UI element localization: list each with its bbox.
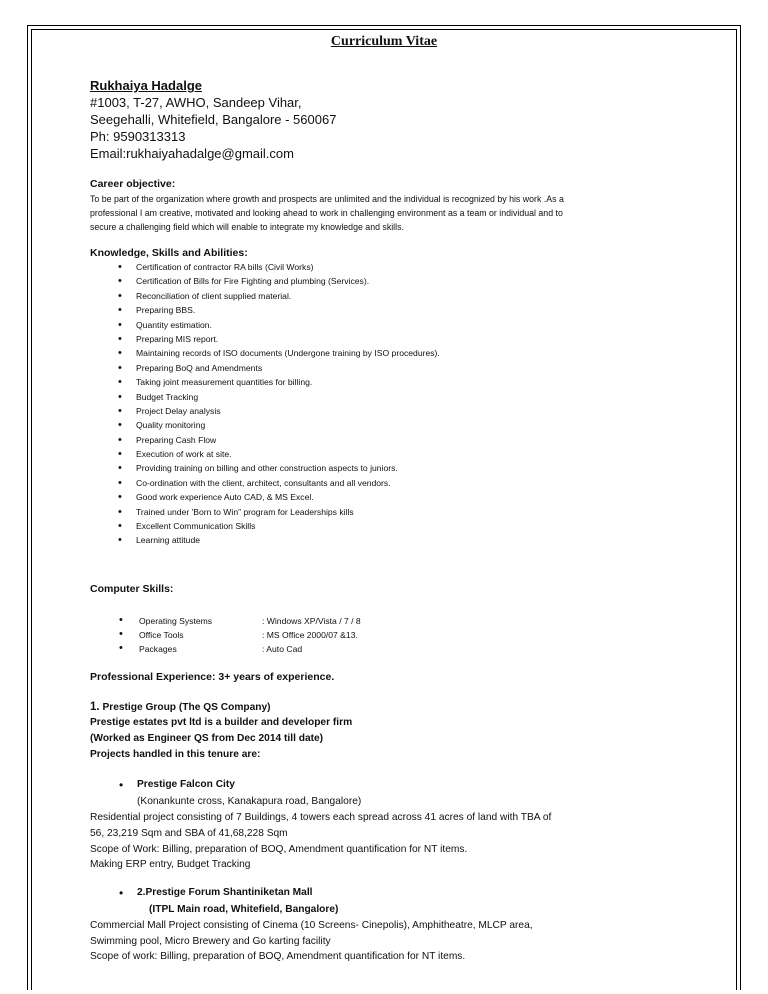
computer-skill-label: Packages xyxy=(139,644,177,654)
company-name: Prestige Group (The QS Company) xyxy=(102,702,271,713)
bullet-icon: • xyxy=(119,628,123,640)
list-item: • Trained under 'Born to Win” program for Leaderships kills xyxy=(118,505,440,519)
experience-heading: Professional Experience: 3+ years of experience. xyxy=(90,671,335,683)
project-2-name: 2.Prestige Forum Shantiniketan Mall xyxy=(137,887,313,898)
list-item: • Project Delay analysis xyxy=(118,404,440,418)
list-item: • Excellent Communication Skills xyxy=(118,519,440,533)
phone: Ph: 9590313313 xyxy=(90,129,186,144)
candidate-name: Rukhaiya Hadalge xyxy=(90,78,202,93)
list-item: • Execution of work at site. xyxy=(118,447,440,461)
bullet-icon: • xyxy=(119,642,123,654)
list-item: • Quantity estimation. xyxy=(118,318,440,332)
list-item: • Co-ordination with the client, architect, consultants and all vendors. xyxy=(118,476,440,490)
projects-intro: Projects handled in this tenure are: xyxy=(90,749,261,760)
career-heading: Career objective: xyxy=(90,178,176,190)
computer-skills-heading: Computer Skills: xyxy=(90,583,174,595)
list-item: • Preparing BoQ and Amendments xyxy=(118,361,440,375)
project-2-description: Swimming pool, Micro Brewery and Go karting facility xyxy=(90,936,331,947)
list-item: • Quality monitoring xyxy=(118,418,440,432)
email: Email:rukhaiyahadalge@gmail.com xyxy=(90,146,294,161)
project-2-location: (ITPL Main road, Whitefield, Bangalore) xyxy=(149,904,339,915)
bullet-icon: • xyxy=(119,778,124,792)
computer-skill-label: Office Tools xyxy=(139,630,184,640)
address-line-1: #1003, T-27, AWHO, Sandeep Vihar, xyxy=(90,95,302,110)
document-title: Curriculum Vitae xyxy=(330,34,438,49)
career-line: To be part of the organization where growth and prospects are unlimited and the individual is recognized by his work .As a xyxy=(90,194,564,204)
bullet-icon: • xyxy=(119,614,123,626)
project-1-scope: Scope of Work: Billing, preparation of BOQ, Amendment quantification for NT items. xyxy=(90,844,468,855)
project-1-name: Prestige Falcon City xyxy=(137,779,235,790)
computer-skill-label: Operating Systems xyxy=(139,616,213,626)
computer-skill-value: : Windows XP/Vista / 7 / 8 xyxy=(262,616,361,626)
career-line: secure a challenging field which will enable to integrate my knowledge and skills. xyxy=(90,222,404,232)
skills-heading: Knowledge, Skills and Abilities: xyxy=(90,247,248,259)
list-item: • Preparing Cash Flow xyxy=(118,433,440,447)
list-item: • Certification of Bills for Fire Fighting and plumbing (Services). xyxy=(118,274,440,288)
list-item: • Taking joint measurement quantities for billing. xyxy=(118,375,440,389)
company-line xyxy=(90,699,271,716)
career-line: professional I am creative, motivated and looking ahead to work in challenging environment as a team or individual and to xyxy=(90,208,563,218)
list-item: • Maintaining records of ISO documents (Undergone training by ISO procedures). xyxy=(118,346,440,360)
project-1-description: 56, 23,219 Sqm and SBA of 41,68,228 Sqm xyxy=(90,828,288,839)
list-item: • Budget Tracking xyxy=(118,390,440,404)
project-2-scope: Scope of work: Billing, preparation of BOQ, Amendment quantification for NT items. xyxy=(90,951,466,962)
project-1-location: (Konankunte cross, Kanakapura road, Bangalore) xyxy=(137,796,362,807)
bullet-icon: • xyxy=(119,886,124,900)
list-item: • Certification of contractor RA bills (Civil Works) xyxy=(118,260,440,274)
project-1-description: Residential project consisting of 7 Buildings, 4 towers each spread across 41 acres of land with TBA of xyxy=(90,812,552,823)
computer-skill-value: : Auto Cad xyxy=(262,644,303,654)
list-item: • Reconciliation of client supplied material. xyxy=(118,289,440,303)
project-2-description: Commercial Mall Project consisting of Cinema (10 Screens- Cinepolis), Amphitheatre, MLCP area, xyxy=(90,920,533,931)
list-item: • Providing training on billing and other construction aspects to juniors. xyxy=(118,461,440,475)
list-item: • Preparing BBS. xyxy=(118,303,440,317)
computer-skill-value: : MS Office 2000/07 &13. xyxy=(262,630,358,640)
list-item: • Preparing MIS report. xyxy=(118,332,440,346)
skills-list xyxy=(118,260,440,548)
project-1-extra: Making ERP entry, Budget Tracking xyxy=(90,859,251,870)
address-line-2: Seegehalli, Whitefield, Bangalore - 560067 xyxy=(90,112,337,127)
list-item: • Good work experience Auto CAD, & MS Excel. xyxy=(118,490,440,504)
role: (Worked as Engineer QS from Dec 2014 till date) xyxy=(90,733,324,744)
list-item: • Learning attitude xyxy=(118,533,440,547)
company-number: 1. xyxy=(90,701,100,713)
company-description: Prestige estates pvt ltd is a builder and developer firm xyxy=(90,717,353,728)
